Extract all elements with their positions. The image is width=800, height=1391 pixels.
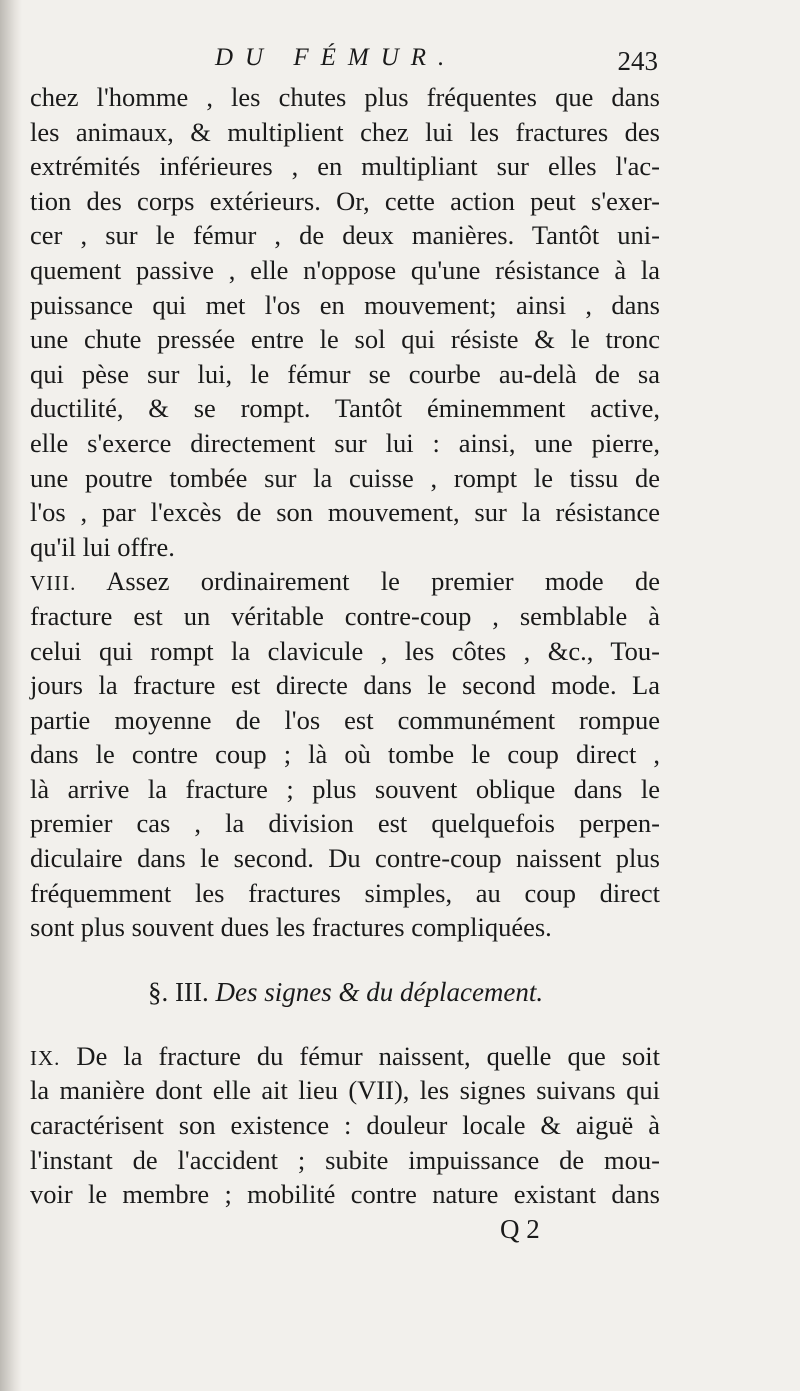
text-line: elle s'exerce directement sur lui : ainsi, une pierre, [30,427,660,458]
text-line: dans le contre coup ; là où tombe le coup direct , [30,739,660,770]
text-line: là arrive la fracture ; plus souvent oblique dans le [30,773,660,804]
text-line: chez l'homme , les chutes plus fréquentes que dans [30,82,660,112]
text-line: l'instant de l'accident ; subite impuissance de mou- [30,1144,660,1175]
text-line: caractérisent son existence : douleur locale & aiguë à [30,1110,660,1141]
page-edge-shadow [0,0,22,1391]
book-page [30,40,660,1252]
text-line: la manière dont elle ait lieu (VII), les signes suivans qui [30,1075,660,1106]
text-line: diculaire dans le second. Du contre-coup naissent plus [30,843,660,874]
paragraph-2 [30,564,660,945]
text-line: extrémités inférieures , en multipliant sur elles l'ac- [30,151,660,182]
text-line: quement passive , elle n'oppose qu'une résistance à la [30,254,660,285]
text-line: premier cas , la division est quelquefois perpen- [30,808,660,839]
text-line: partie moyenne de l'os est communément rompue [30,704,660,735]
running-head [30,40,660,80]
text-line: sont plus souvent dues les fractures compliquées. [30,912,552,943]
text-line: qu'il lui offre. [30,531,175,562]
page-number: 243 [617,46,658,76]
text-line: fréquemment les fractures simples, au coup direct [30,877,660,908]
text-line: une chute pressée entre le sol qui résiste & le tronc [30,324,660,355]
signature-row [30,1212,660,1252]
text-line: celui qui rompt la clavicule , les côtes , &c., Tou- [30,635,660,666]
paragraph-1 [30,80,660,564]
text-line: cer , sur le fémur , de deux manières. Tantôt uni- [30,220,660,251]
paragraph-numeral: VIII. [30,571,77,596]
text-line: qui pèse sur lui, le fémur se courbe au-delà de sa [30,358,660,389]
paragraph-numeral: IX. [30,1045,61,1070]
running-title: DU FÉMUR. [215,44,457,71]
paragraph-first-line: Assez ordinairement le premier mode de [76,566,660,597]
text-line: voir le membre ; mobilité contre nature existant dans [30,1179,660,1210]
text-line: une poutre tombée sur la cuisse , rompt le tissu de [30,462,660,493]
text-line: ductilité, & se rompt. Tantôt éminemment active, [30,393,660,424]
text-line: tion des corps extérieurs. Or, cette action peut s'exer- [30,185,660,216]
text-line: puissance qui met l'os en mouvement; ainsi , dans [30,289,660,320]
section-number: §. III. [148,976,209,1007]
text-line: les animaux, & multiplient chez lui les fractures des [30,116,660,147]
paragraph-3 [30,1039,660,1212]
text-line [30,564,660,599]
text-line: fracture est un véritable contre-coup , semblable à [30,600,660,631]
text-line: jours la fracture est directe dans le second mode. La [30,670,660,701]
section-heading [30,975,660,1009]
text-line [30,1039,660,1074]
paragraph-first-line: De la fracture du fémur naissent, quelle que soit [60,1040,660,1071]
signature-mark: Q 2 [500,1213,540,1244]
text-line: l'os , par l'excès de son mouvement, sur la résistance [30,497,660,528]
section-title: Des signes & du déplacement. [215,976,544,1007]
